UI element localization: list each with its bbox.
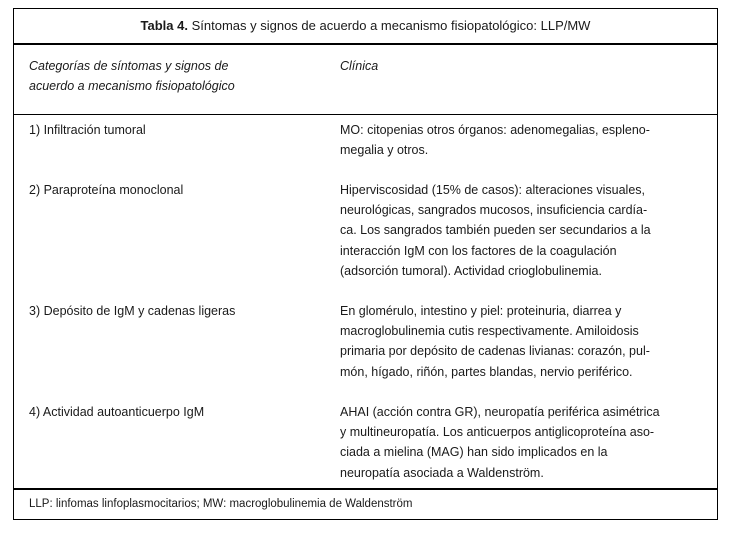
row-clinical (340, 402, 705, 483)
clinical-line: macroglobulinemia cutis respectivamente. Amiloidosis (340, 324, 639, 339)
row-category: 3) Depósito de IgM y cadenas ligeras (29, 304, 236, 318)
clinical-line: ca. Los sangrados también pueden ser secundarios a la (340, 223, 651, 238)
header-categories-line: Categorías de síntomas y signos de (29, 59, 229, 73)
clinical-line: interacción IgM con los factores de la coagulación (340, 243, 617, 258)
clinical-line: primaria por depósito de cadenas livianas: corazón, pul- (340, 344, 650, 359)
row-clinical (340, 301, 705, 382)
table-frame (13, 8, 718, 520)
clinical-line: ciada a mielina (MAG) han sido implicados en la (340, 445, 608, 460)
table-footnote: LLP: linfomas linfoplasmocitarios; MW: macroglobulinemia de Waldenström (14, 488, 717, 519)
row-clinical (340, 180, 705, 281)
clinical-line: AHAI (acción contra GR), neuropatía periférica asimétrica (340, 405, 660, 419)
row-category: 1) Infiltración tumoral (29, 123, 146, 137)
clinical-line: (adsorción tumoral). Actividad crioglobulinemia. (340, 263, 602, 278)
clinical-line: món, hígado, riñón, partes blandas, nervio periférico. (340, 364, 633, 379)
table-title-label: Tabla 4. (140, 18, 188, 33)
clinical-line: neurológicas, sangrados mucosos, insuficiencia cardía- (340, 203, 648, 218)
table-header-row (14, 45, 717, 115)
table-title (14, 9, 717, 45)
clinical-line: megalia y otros. (340, 143, 429, 158)
clinical-line: En glomérulo, intestino y piel: proteinuria, diarrea y (340, 304, 622, 318)
header-clinica: Clínica (340, 59, 379, 73)
header-categories (29, 56, 299, 96)
clinical-line: y multineuropatía. Los anticuerpos antiglicoproteína aso- (340, 425, 655, 440)
header-categories-line: acuerdo a mecanismo fisiopatológico (29, 79, 235, 93)
clinical-line: MO: citopenias otros órganos: adenomegalias, espleno- (340, 123, 650, 137)
clinical-line: neuropatía asociada a Waldenström. (340, 465, 544, 480)
row-category: 4) Actividad autoanticuerpo IgM (29, 405, 205, 419)
clinical-line: Hiperviscosidad (15% de casos): alteraciones visuales, (340, 183, 646, 197)
table-title-text: Síntomas y signos de acuerdo a mecanismo fisiopatológico: LLP/MW (191, 18, 591, 33)
row-clinical (340, 120, 705, 160)
row-category: 2) Paraproteína monoclonal (29, 183, 184, 197)
